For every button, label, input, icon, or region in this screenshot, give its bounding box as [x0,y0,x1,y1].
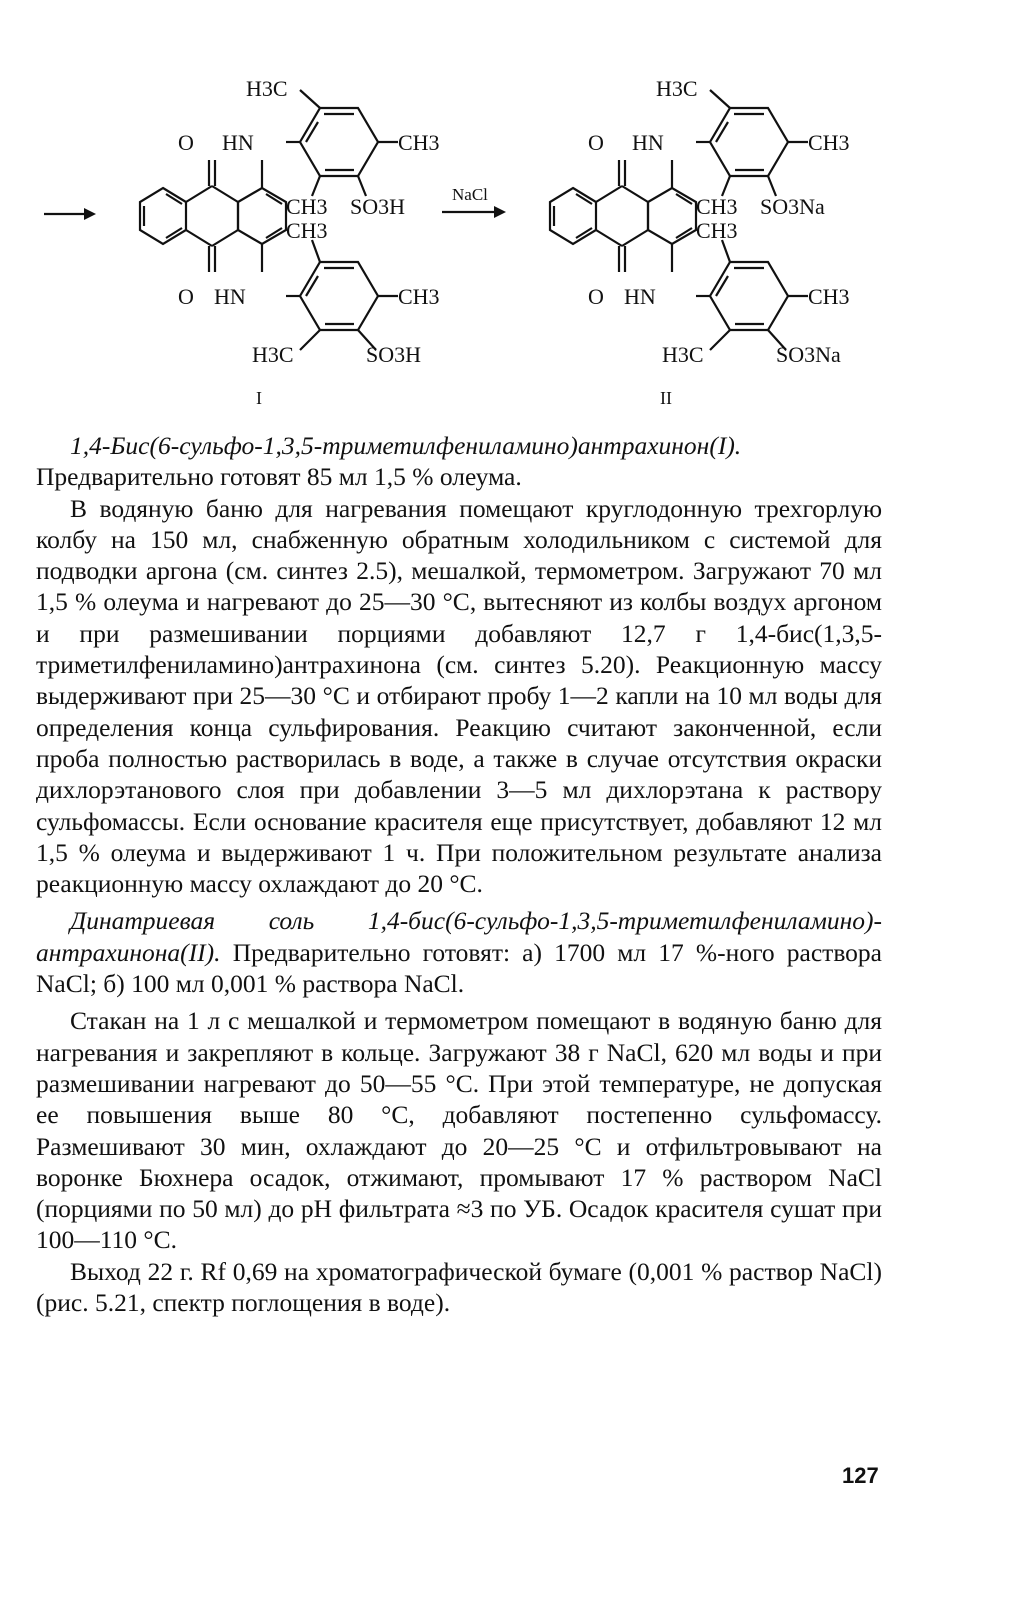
h3c-top-label: H3C [656,76,698,101]
so3-top-label: SO3H [350,194,406,219]
compound-label-II: II [660,388,672,408]
section2-heading-paragraph [36,905,882,999]
so3-bottom-label: SO3Na [776,342,841,367]
body-text [36,430,882,1318]
so3-bottom-label: SO3H [366,342,422,367]
incoming-arrow [44,208,96,220]
structure-II [550,76,850,408]
compound-label-I: I [256,388,262,408]
hn-bottom-label: HN [214,284,246,309]
h3c-bottom-label: H3C [252,342,294,367]
so3-top-label: SO3Na [760,194,825,219]
section2-title: Динатриевая соль 1,4-бис(6-сульфо-1,3,5-триметилфениламино)-антрахинона(II). [36,906,882,967]
structure-I [140,76,440,408]
section1-prep: Предварительно готовят 85 мл 1,5 % олеума. [36,462,522,492]
reaction-scheme [0,0,1013,420]
hn-bottom-label: HN [624,284,656,309]
h3c-top-label: H3C [246,76,288,101]
page-number: 127 [842,1463,879,1488]
o-bottom-label: O [588,284,604,309]
section1-title: 1,4-Бис(6-сульфо-1,3,5-триметилфениламино)антрахинон(I). [70,431,742,460]
section2-yield: Выход 22 г. Rf 0,69 на хроматографической бумаге (0,001 % раствор NaCl) (рис. 5.21, спектр поглощения в воде). [36,1256,882,1318]
section1-heading-paragraph [36,430,882,493]
section1-procedure: В водяную баню для нагревания помещают круглодонную трехгорлую колбу на 150 мл, снабженную обратным холодильником с системой для подводки аргона (см. синтез 2.5), мешалкой, термометром. Загружают 70 мл 1,5 % олеума и нагревают до 25—30 °С, вытесняют из колбы воздух аргоном и при размешивании порциями добавляют 12,7 г 1,4-бис(1,3,5-триметилфениламино)антрахинона (см. синтез 5.20). Реакционную массу выдерживают при 25—30 °С и отбирают пробу 1—2 капли на 10 мл воды для определения конца сульфирования. Реакцию считают законченной, если проба полностью растворилась в воде, а также в случае отсутствия окраски дихлорэтанового слоя при добавлении 3—5 мл дихлорэтана к раствору сульфомассы. Если основание красителя еще присутствует, добавляют 12 мл 1,5 % олеума и выдерживают 1 ч. При положительном результате анализа реакционную массу охлаждают до 20 °С. [36,493,882,899]
section2-procedure: Стакан на 1 л с мешалкой и термометром помещают в водяную баню для нагревания и закрепляют в кольце. Загружают 38 г NaCl, 620 мл воды и при размешивании нагревают до 50—55 °С. При этой температуре, не допуская ее повышения выше 80 °С, добавляют постепенно сульфомассу. Размешивают 30 мин, охлаждают до 20—25 °С и отфильтровывают на воронке Бюхнера осадок, отжимают, промывают 17 % раствором NaCl (порциями по 50 мл) до pH фильтрата ≈3 по УБ. Осадок красителя сушат при 100—110 °С. [36,1006,882,1255]
ch3-mid-label: CH3 [696,194,738,219]
ch3-top-right-label: CH3 [808,130,850,155]
reaction-arrow [442,185,506,218]
o-top-label: O [588,130,604,155]
ch3-lower-label: CH3 [286,218,328,243]
ch3-bottom-right-label: CH3 [398,284,440,309]
o-top-label: O [178,130,194,155]
hn-top-label: HN [632,130,664,155]
ch3-top-right-label: CH3 [398,130,440,155]
h3c-bottom-label: H3C [662,342,704,367]
section2-prep: Предварительно готовят: а) 1700 мл 17 %-ного раствора NaCl; б) 100 мл 0,001 % раствора NaCl. [36,937,882,999]
ch3-bottom-right-label: CH3 [808,284,850,309]
ch3-mid-label: CH3 [286,194,328,219]
reagent-label: NaCl [452,185,488,204]
hn-top-label: HN [222,130,254,155]
ch3-lower-label: CH3 [696,218,738,243]
o-bottom-label: O [178,284,194,309]
